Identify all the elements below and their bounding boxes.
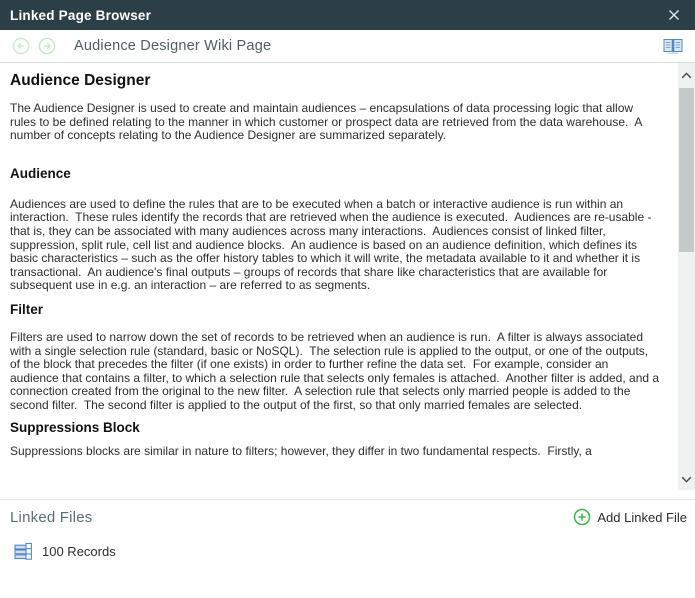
section-paragraph: Audiences are used to define the rules that are to be executed when a batch or interactive audience is run within an interaction. These rules identify the records that are retrieved when the audience is executed. Audiences are re-usable - that is, they can be associated with many audiences across many interactions. Audiences consist of linked filter, suppression, split rule, cell list and audience blocks. An audience is based on an audience definition, which defines its basic characteristics – such as the offer history tables to which it will write, the metadata available to it and whether it is transactional. An audience's final outputs – groups of records that share like characteristics that are available for subsequent use in e.g. an interaction – are referred to as segments. bbox=[10, 196, 655, 293]
add-linked-file-button[interactable] bbox=[573, 508, 687, 526]
vertical-scrollbar[interactable] bbox=[678, 63, 695, 490]
article-intro: The Audience Designer is used to create and maintain audiences – encapsulations of data processing logic that allow rules to be defined relating to the manner in which customer or prospect data are retrieved from the data warehouse. A number of concepts relating to the Audience Designer are summarized separately. bbox=[10, 101, 646, 143]
section-paragraph: Filters are used to narrow down the set of records to be retrieved when an audience is run. A filter is always associated with a single selection rule (standard, basic or NoSQL). The selection rule is applied to the output, or one of the outputs, of the block that precedes the filter (if one exists) in order to further refine the data set. For example, consider an audience that contains a filter, to which a selection rule that selects only females is attached. Another filter is added, and a connection created from the original to the new filter. A selection rule that selects only married people is added to the second filter. The second filter is applied to the output of the first, so that only married females are selected. bbox=[10, 329, 663, 412]
open-book-icon bbox=[663, 38, 683, 54]
section-heading: Filter bbox=[10, 301, 44, 317]
linked-files-panel bbox=[0, 499, 695, 598]
forward-button[interactable] bbox=[38, 37, 56, 55]
section-suppressions-block bbox=[10, 420, 660, 459]
linked-files-title: Linked Files bbox=[10, 508, 93, 526]
section-paragraph: Suppressions blocks are similar in nature to filters; however, they differ in two fundamental respects. Firstly, a bbox=[10, 443, 592, 458]
wiki-document bbox=[0, 63, 663, 458]
chevron-up-icon bbox=[681, 72, 692, 79]
forward-arrow-icon bbox=[38, 37, 56, 55]
add-linked-file-label: Add Linked File bbox=[597, 509, 687, 525]
records-table-icon bbox=[14, 542, 33, 561]
page-title: Audience Designer Wiki Page bbox=[74, 38, 272, 54]
linked-files-header bbox=[0, 500, 695, 526]
chevron-down-icon bbox=[681, 476, 692, 483]
section-heading: Suppressions Block bbox=[10, 419, 140, 435]
linked-file-item[interactable] bbox=[14, 542, 695, 561]
scroll-down-button[interactable] bbox=[678, 472, 695, 486]
window-titlebar bbox=[0, 0, 695, 30]
article-title: Audience Designer bbox=[10, 72, 151, 89]
close-button[interactable] bbox=[663, 6, 685, 24]
section-audience bbox=[10, 166, 660, 293]
wiki-book-button[interactable] bbox=[661, 38, 685, 54]
back-arrow-icon bbox=[12, 37, 30, 55]
scrollbar-thumb[interactable] bbox=[679, 88, 694, 252]
section-heading: Audience bbox=[10, 165, 71, 181]
back-button[interactable] bbox=[12, 37, 30, 55]
window-title: Linked Page Browser bbox=[10, 7, 152, 23]
wiki-content-viewport[interactable] bbox=[0, 63, 695, 493]
close-icon bbox=[667, 8, 681, 22]
linked-file-label: 100 Records bbox=[42, 544, 116, 559]
page-navbar bbox=[0, 30, 695, 63]
section-filter bbox=[10, 301, 663, 413]
scroll-up-button[interactable] bbox=[678, 68, 695, 82]
add-plus-icon bbox=[573, 508, 591, 526]
